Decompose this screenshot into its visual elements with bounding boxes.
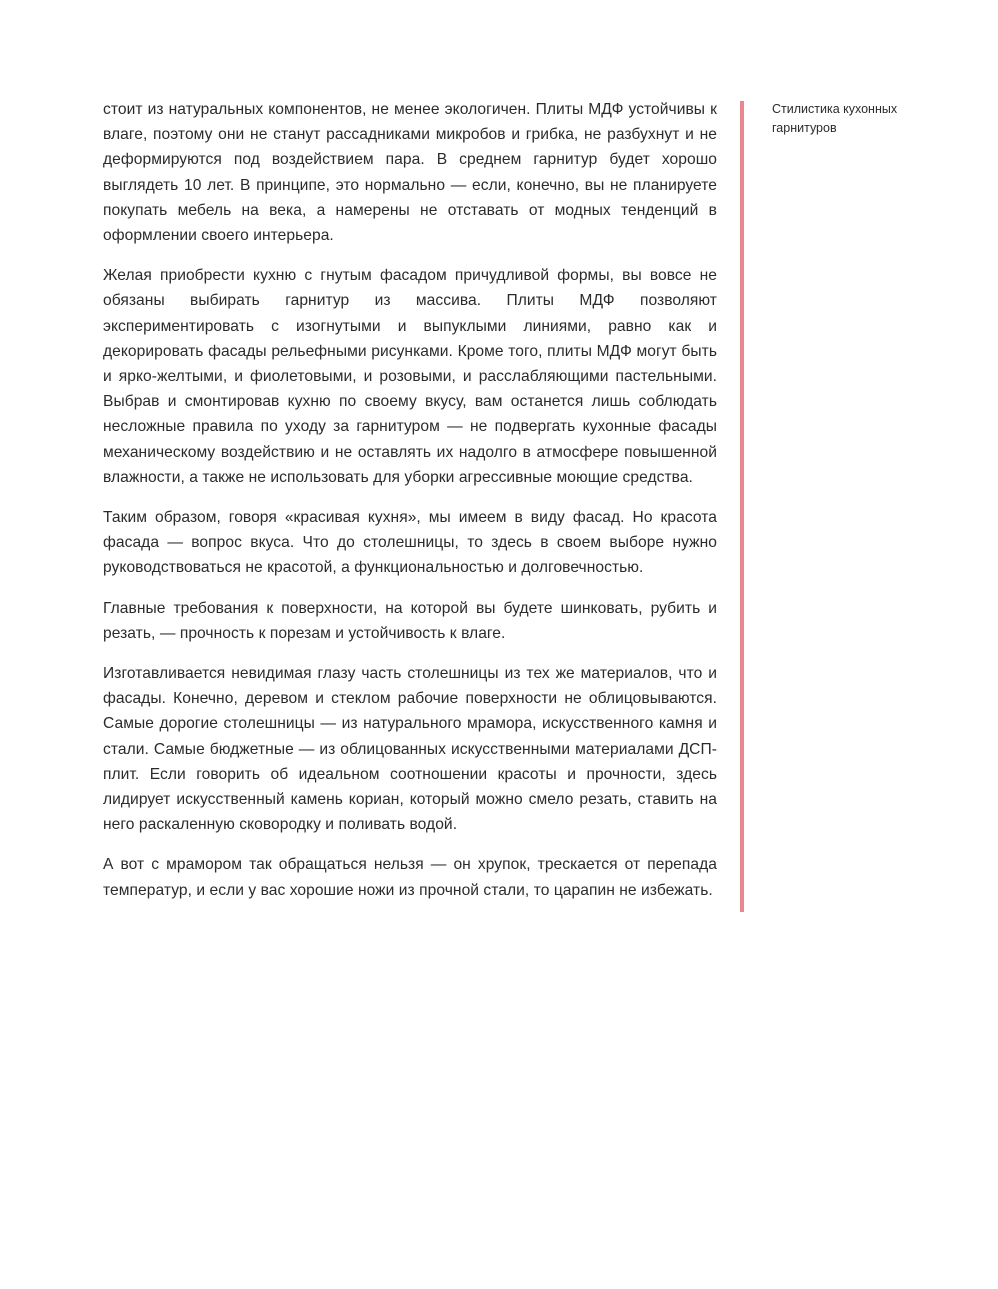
margin-accent-bar: [740, 101, 744, 912]
paragraph-2: Желая приобрести кухню с гнутым фасадом причудливой формы, вы вовсе не обязаны выбирать гарнитур из массива. Плиты МДФ позволяют экспериментировать с изогнутыми и выпуклыми линиями, равно как и декорировать фасады рельефными рисунками. Кроме того, плиты МДФ могут быть и ярко-желтыми, и фиолетовыми, и розовыми, и расслабляющими пастельными. Выбрав и смонтировав кухню по своему вкусу, вам останется лишь соблюдать несложные правила по уходу за гарнитуром — не подвергать кухонные фасады механическому воздействию и не оставлять их надолго в атмосфере повышенной влажности, а также не использовать для уборки агрессивные моющие средства.: [103, 267, 717, 486]
paragraph-5: Изготавливается невидимая глазу часть столешницы из тех же материалов, что и фасады. Конечно, деревом и стеклом рабочие поверхности не облицовываются. Самые дорогие столешницы — из натурального мрамора, искусственного камня и стали. Самые бюджетные — из облицованных искусственными материалами ДСП-плит. Если говорить об идеальном соотношении красоты и прочности, здесь лидирует искусственный камень кориан, который можно смело резать, ставить на него раскаленную сковородку и поливать водой.: [103, 665, 717, 834]
paragraph-3: Таким образом, говоря «красивая кухня», мы имеем в виду фасад. Но красота фасада — вопрос вкуса. Что до столешницы, то здесь в своем выборе нужно руководствоваться не красотой, а функциональностью и долговечностью.: [103, 509, 717, 577]
main-text-column: [103, 97, 717, 918]
paragraph-6: А вот с мрамором так обращаться нельзя — он хрупок, трескается от перепада температур, и если у вас хорошие ножи из прочной стали, то царапин не избежать.: [103, 856, 717, 899]
section-title-margin-note: Стилистика кухонных гарнитуров: [772, 102, 898, 135]
paragraph-1: стоит из натуральных компонентов, не менее экологичен. Плиты МДФ устойчивы к влаге, поэтому они не станут рассадниками микробов и грибка, не разбухнут и не деформируются под воздействием пара. В среднем гарнитур будет хорошо выглядеть 10 лет. В принципе, это нормально — если, конечно, вы не планируете покупать мебель на века, а намерены не отставать от модных тенденций в оформлении своего интерьера.: [103, 101, 717, 245]
paragraph-4: Главные требования к поверхности, на которой вы будете шинковать, рубить и резать, — прочность к порезам и устойчивость к влаге.: [103, 599, 717, 642]
